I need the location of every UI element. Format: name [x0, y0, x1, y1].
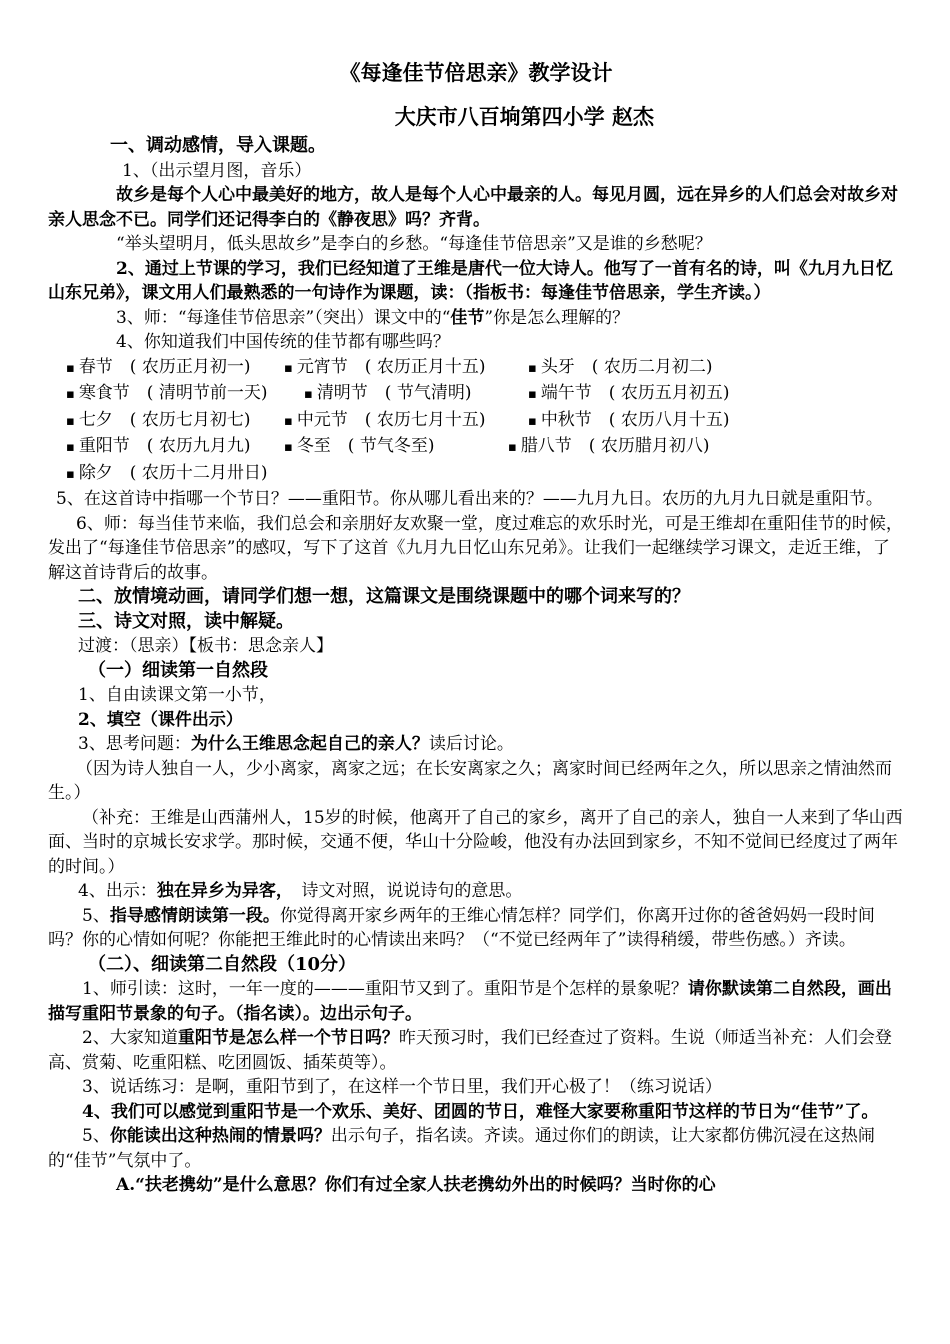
festival-row — [48, 381, 904, 408]
section-1-para-2: “举头望明月，低头思故乡”是李白的乡愁。“每逢佳节倍思亲”又是谁的乡愁呢？ — [116, 234, 712, 254]
festival-row — [48, 434, 904, 461]
step-b-a: A.“扶老携幼”是什么意思？你们有过全家人扶老携幼外出的时候吗？当时你的心 — [116, 1175, 716, 1195]
section-2-heading: 二、放情境动画，请同学们想一想，这篇课文是围绕课题中的哪个词来写的？ — [78, 586, 690, 607]
step-b4: 4、我们可以感觉到重阳节是一个欢乐、美好、团圆的节日，难怪大家要称重阳节这样的节日为“佳节”了。 — [82, 1101, 879, 1122]
section-1-para-4: 3、师：“每逢佳节倍思亲”（突出）课文中的“佳节”你是怎么理解的？ — [116, 307, 630, 328]
festival-item: ▪ 春节 ( 农历正月初一) — [66, 355, 284, 382]
step-2: 2、填空（课件出示） — [78, 709, 243, 730]
festival-item: ▪ 冬至 ( 节气冬至) — [284, 434, 508, 461]
festival-item: ▪ 清明节 ( 节气清明) — [304, 381, 528, 408]
festival-item: ▪ 中秋节 ( 农历八月十五) — [528, 408, 729, 435]
festival-item: ▪ 头牙 ( 农历二月初二) — [528, 355, 712, 382]
section-1-item-1: 1、（出示望月图，音乐） — [122, 160, 312, 181]
step-3-answer: （因为诗人独自一人，少小离家，离家之远；在长安离家之久；离家时间已经两年之久，所以思亲之情油然而生。） — [48, 758, 892, 803]
section-1-para-3: 2、通过上节课的学习，我们已经知道了王维是唐代一位大诗人。他写了一首有名的诗，叫《九月九日忆山东兄弟》，课文用人们最熟悉的一句诗作为课题，读：（指板书：每逢佳节倍思亲，学生齐读。） — [48, 258, 893, 303]
author-line: 大庆市八百垧第四小学 赵杰 — [394, 104, 654, 129]
festival-row — [48, 408, 904, 435]
transition-line: 过渡：（思亲）【板书：思念亲人】 — [78, 636, 333, 656]
document-title: 《每逢佳节倍思亲》教学设计 — [339, 60, 613, 85]
festival-row — [48, 355, 904, 382]
festival-item: ▪ 中元节 ( 农历七月十五) — [284, 408, 528, 435]
question-6: 6、师：每当佳节来临，我们总会和亲朋好友欢聚一堂，度过难忘的欢乐时光，可是王维却在重阳佳节的时候，发出了“每逢佳节倍思亲”的感叹，写下了这首《九月九日忆山东兄弟》。让我们一起继续学习课文，走近王维，了解这首诗背后的故事。 — [48, 513, 903, 583]
section-1-heading: 一、调动感情，导入课题。 — [110, 135, 326, 156]
section-1-para-1: 故乡是每个人心中最美好的地方，故人是每个人心中最亲的人。每见月圆，远在异乡的人们总会对故乡对亲人思念不已。同学们还记得李白的《静夜思》吗？齐背。 — [48, 185, 898, 230]
festival-row — [48, 461, 904, 488]
section-1-para-5: 4、你知道我们中国传统的佳节都有哪些吗？ — [116, 332, 450, 352]
festival-list — [48, 355, 904, 488]
step-1: 1、自由读课文第一小节， — [78, 685, 276, 705]
step-3: 3、思考问题：为什么王维思念起自己的亲人？读后讨论。 — [78, 734, 514, 754]
step-b3: 3、说话练习：是啊，重阳节到了，在这样一个节日里，我们开心极了！（练习说话） — [82, 1077, 722, 1097]
festival-item: ▪ 寒食节 ( 清明节前一天) — [66, 381, 304, 408]
festival-item: ▪ 腊八节 ( 农历腊月初八) — [508, 434, 709, 461]
supplement-note: （补充：王维是山西蒲州人，15岁的时候，他离开了自己的家乡，离开了自己的亲人，独自一人来到了华山西面、当时的京城长安求学。那时候，交通不便，华山十分险峻，他没有办法回到家乡，不知不觉间已经度过了两年的时间。） — [48, 807, 903, 877]
festival-item: ▪ 除夕 ( 农历十二月卅日) — [66, 461, 267, 488]
step-b2: 2、大家知道重阳节是怎么样一个节日吗？昨天预习时，我们已经查过了资料。生说（师适当补充：人们会登高、赏菊、吃重阳糕、吃团圆饭、插茱萸等）。 — [48, 1028, 892, 1073]
section-3-heading: 三、诗文对照，读中解疑。 — [78, 610, 294, 632]
step-b5: 5、你能读出这种热闹的情景吗？出示句子，指名读。齐读。通过你们的朗读，让大家都仿佛沉浸在这热闹的“佳节”气氛中了。 — [48, 1126, 875, 1171]
festival-item: ▪ 七夕 ( 农历七月初七) — [66, 408, 284, 435]
question-5: 5、在这首诗中指哪一个节日？——重阳节。你从哪儿看出来的？——九月九日。农历的九月九日就是重阳节。 — [56, 489, 883, 509]
step-4: 4、出示：独在异乡为异客， 诗文对照，说说诗句的意思。 — [78, 881, 523, 901]
festival-item: ▪ 元宵节 ( 农历正月十五) — [284, 355, 528, 382]
festival-item: ▪ 重阳节 ( 农历九月九) — [66, 434, 284, 461]
festival-item: ▪ 端午节 ( 农历五月初五) — [528, 381, 729, 408]
step-b1: 1、师引读：这时，一年一度的———重阳节又到了。重阳节是个怎样的景象呢？请你默读第二自然段，画出描写重阳节景象的句子。（指名读）。边出示句子。 — [48, 979, 892, 1024]
subsection-1-heading: （一）细读第一自然段 — [88, 659, 268, 681]
subsection-2-heading: （二）、细读第二自然段（10分） — [88, 953, 357, 975]
step-5: 5、指导感情朗读第一段。你觉得离开家乡两年的王维心情怎样？同学们，你离开过你的爸爸妈妈一段时间吗？你的心情如何呢？你能把王维此时的心情读出来吗？（“不觉已经两年了”读得稍缓，带些伤感。）齐读。 — [48, 905, 875, 950]
